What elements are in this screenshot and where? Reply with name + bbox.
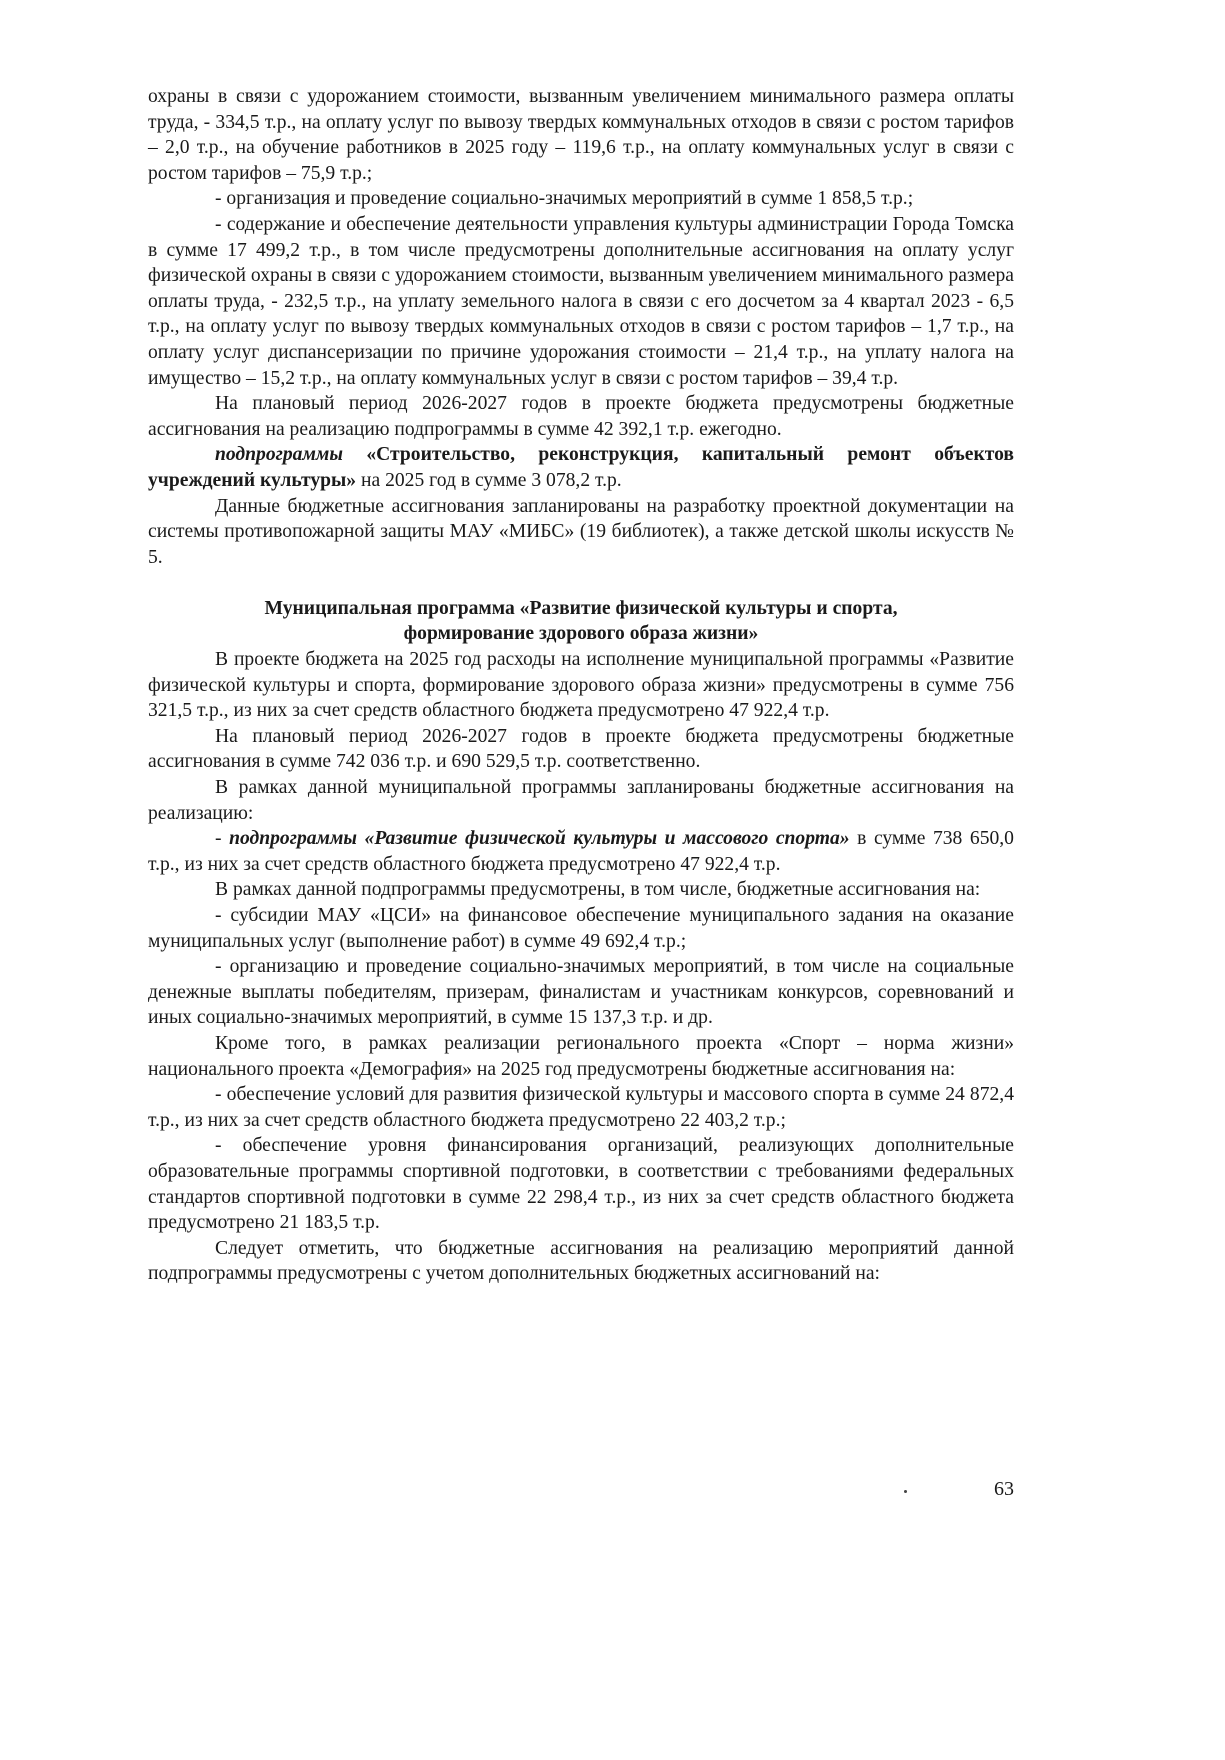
paragraph: охраны в связи с удорожанием стоимости, вызванным увеличением минимального размера оплаты труда, - 334,5 т.р., на оплату услуг по вывозу твердых коммунальных отходов в связи с ростом тарифов – 2,0 т.р., на обучение работников в 2025 году – 119,6 т.р., на оплату коммунальных услуг в связи с ростом тарифов – 75,9 т.р.; [148, 86, 1014, 184]
paragraph: - организацию и проведение социально-значимых мероприятий, в том числе на социальные денежные выплаты победителям, призерам, финалистам и участникам конкурсов, соревнований и иных социально-значимых мероприятий, в сумме 15 137,3 т.р. и др. [148, 956, 1014, 1029]
paragraph: На плановый период 2026-2027 годов в проекте бюджета предусмотрены бюджетные ассигнования в сумме 742 036 т.р. и 690 529,5 т.р. соответственно. [148, 725, 1014, 773]
paragraph: В проекте бюджета на 2025 год расходы на исполнение муниципальной программы «Развитие физической культуры и спорта, формирование здорового образа жизни» предусмотрены в сумме 756 321,5 т.р., из них за счет средств областного бюджета предусмотрено 47 922,4 т.р. [148, 649, 1014, 722]
paragraph: На плановый период 2026-2027 годов в проекте бюджета предусмотрены бюджетные ассигнования на реализацию подпрограммы в сумме 42 392,1 т.р. ежегодно. [148, 393, 1014, 440]
subprogram-title: «Строительство, реконструкция, капитальный ремонт объектов учреждений культуры» [148, 444, 1014, 491]
paragraph: - обеспечение условий для развития физической культуры и массового спорта в сумме 24 872,4 т.р., из них за счет средств областного бюджета предусмотрено 22 403,2 т.р.; [148, 1084, 1014, 1131]
paragraph: Кроме того, в рамках реализации регионального проекта «Спорт – норма жизни» национального проекта «Демография» на 2025 год предусмотрены бюджетные ассигнования на: [148, 1032, 1014, 1080]
paragraph [148, 442, 1014, 493]
paragraph [148, 826, 1014, 877]
document-body [148, 84, 1014, 1287]
subprogram-label: подпрограммы [215, 444, 343, 466]
paragraph: - организация и проведение социально-значимых мероприятий в сумме 1 858,5 т.р.; [215, 188, 914, 210]
paragraph: Данные бюджетные ассигнования запланированы на разработку проектной документации на системы противопожарной защиты МАУ «МИБС» (19 библиотек), а также детской школы искусств № 5. [148, 495, 1014, 568]
paragraph: В рамках данной муниципальной программы запланированы бюджетные ассигнования на реализацию: [148, 777, 1014, 824]
paragraph-text: в сумме 738 650,0 т.р., из них за счет средств областного бюджета предусмотрено 47 922,4 т.р. [148, 828, 1014, 875]
heading-line: формирование здорового образа жизни» [403, 623, 759, 645]
paragraph: - субсидии МАУ «ЦСИ» на финансовое обеспечение муниципального задания на оказание муниципальных услуг (выполнение работ) в сумме 49 692,4 т.р.; [148, 905, 1014, 952]
subprogram-title: подпрограммы «Развитие физической культуры и массового спорта» [229, 828, 850, 850]
heading-line: Муниципальная программа «Развитие физической культуры и спорта, [264, 597, 898, 619]
paragraph: - обеспечение уровня финансирования организаций, реализующих дополнительные образовательные программы спортивной подготовки, в соответствии с требованиями федеральных стандартов спортивной подготовки в сумме 22 298,4 т.р., из них за счет средств областного бюджета предусмотрено 21 183,5 т.р. [148, 1135, 1014, 1234]
section-heading [148, 596, 1014, 647]
page-number: 63 [994, 1478, 1014, 1500]
paragraph: В рамках данной подпрограммы предусмотрены, в том числе, бюджетные ассигнования на: [215, 879, 981, 901]
paragraph: Следует отметить, что бюджетные ассигнования на реализацию мероприятий данной подпрограммы предусмотрены с учетом дополнительных бюджетных ассигнований на: [148, 1237, 1014, 1285]
paragraph: - содержание и обеспечение деятельности управления культуры администрации Города Томска в сумме 17 499,2 т.р., в том числе предусмотрены дополнительные ассигнования на оплату услуг физической охраны в связи с удорожанием стоимости, вызванным увеличением минимального размера оплаты труда, - 232,5 т.р., на уплату земельного налога в связи с его досчетом за 4 квартал 2023 - 6,5 т.р., на оплату услуг по вывозу твердых коммунальных отходов в связи с ростом тарифов – 1,7 т.р., на оплату услуг диспансеризации по причине удорожания стоимости – 21,4 т.р., на уплату налога на имущество – 15,2 т.р., на оплату коммунальных услуг в связи с ростом тарифов – 39,4 т.р. [148, 213, 1014, 389]
paragraph-text: - [215, 828, 230, 850]
paragraph-text: на 2025 год в сумме 3 078,2 т.р. [356, 469, 622, 491]
scan-speck [904, 1490, 907, 1493]
